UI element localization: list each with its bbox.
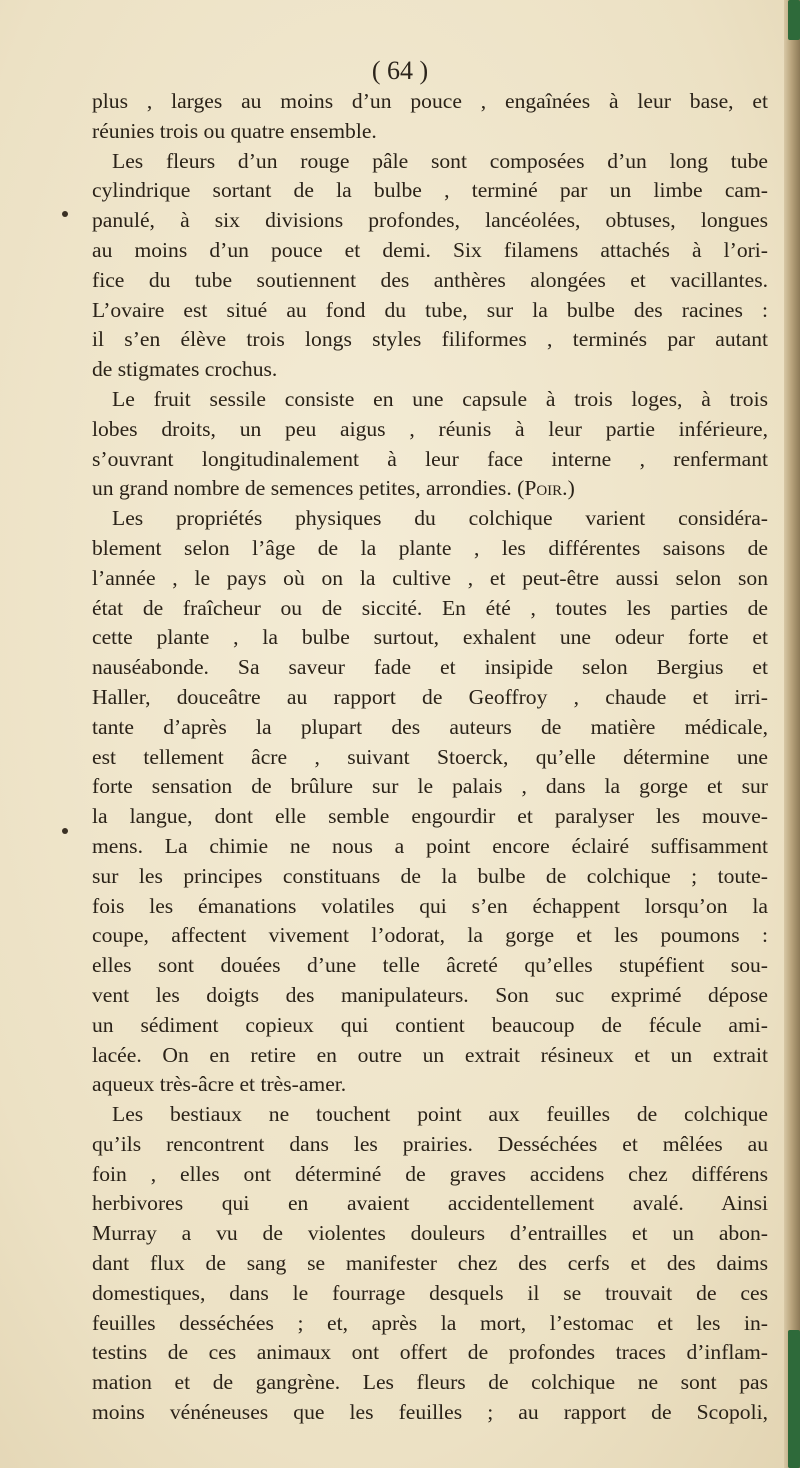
text-line: au moins d’un pouce et demi. Six filamens attachés à l’ori- — [92, 237, 768, 262]
text-line: mens. La chimie ne nous a point encore éclairé suffisamment — [92, 833, 768, 858]
text-line: testins de ces animaux ont offert de profondes traces d’inflam- — [92, 1340, 768, 1365]
paragraph — [92, 87, 768, 147]
text-line: qu’ils rencontrent dans les prairies. Desséchées et mêlées au — [92, 1131, 768, 1156]
paragraph — [92, 147, 768, 385]
paragraph — [92, 1100, 768, 1428]
text-line: elles sont douées d’une telle âcreté qu’elles stupéfient sou- — [92, 953, 768, 978]
text-line: foin , elles ont déterminé de graves accidens chez différens — [92, 1161, 768, 1186]
text-line: Les bestiaux ne touchent point aux feuilles de colchique — [112, 1102, 768, 1127]
text-line: un sédiment copieux qui contient beaucoup de fécule ami- — [92, 1012, 768, 1037]
ink-spot — [62, 211, 68, 217]
text-line: lobes droits, un peu aigus , réunis à leur partie inférieure, — [92, 416, 768, 441]
text-line: feuilles desséchées ; et, après la mort, l’estomac et les in- — [92, 1310, 768, 1335]
paragraph — [92, 504, 768, 1100]
text-line: Les fleurs d’un rouge pâle sont composées d’un long tube — [112, 148, 768, 173]
page-number: ( 64 ) — [371, 56, 429, 85]
text-line: nauséabonde. Sa saveur fade et insipide selon Bergius et — [92, 655, 768, 680]
text-line: dant flux de sang se manifester chez des cerfs et des daims — [92, 1251, 768, 1276]
text-line: Murray a vu de violentes douleurs d’entrailles et un abon- — [92, 1221, 768, 1246]
text-line: lacée. On en retire en outre un extrait résineux et un extrait — [92, 1042, 768, 1067]
text-line: panulé, à six divisions profondes, lancéolées, obtuses, longues — [92, 208, 768, 233]
text-line: tante d’après la plupart des auteurs de matière médicale, — [92, 714, 768, 739]
text-line: forte sensation de brûlure sur le palais , dans la gorge et sur — [92, 774, 768, 799]
text-line: domestiques, dans le fourrage desquels il se trouvait de ces — [92, 1280, 768, 1305]
text-line: fice du tube soutiennent des anthères alongées et vacillantes. — [92, 267, 768, 292]
text-line: coupe, affectent vivement l’odorat, la gorge et les poumons : — [92, 923, 768, 948]
text-line: un grand nombre de semences petites, arrondies. (Poir.) — [92, 476, 575, 501]
text-line: aqueux très-âcre et très-amer. — [92, 1072, 347, 1097]
page-edge — [784, 0, 800, 1468]
text-line: vent les doigts des manipulateurs. Son suc exprimé dépose — [92, 982, 768, 1007]
text-line: il s’en élève trois longs styles filiformes , terminés par autant — [92, 327, 768, 352]
text-line: s’ouvrant longitudinalement à leur face interne , renfermant — [92, 446, 768, 471]
text-line: Le fruit sessile consiste en une capsule à trois loges, à trois — [112, 386, 768, 411]
text-line: cylindrique sortant de la bulbe , terminé par un limbe cam- — [92, 178, 768, 203]
text-line: cette plante , la bulbe surtout, exhalent une odeur forte et — [92, 625, 768, 650]
paragraph — [92, 385, 768, 504]
text-line: herbivores qui en avaient accidentellement avalé. Ainsi — [92, 1191, 768, 1216]
body-text — [92, 87, 768, 1428]
text-line: sur les principes constituans de la bulbe de colchique ; toute- — [92, 863, 768, 888]
text-line: est tellement âcre , suivant Stoerck, qu’elle détermine une — [92, 744, 768, 769]
text-line: état de fraîcheur ou de siccité. En été , toutes les parties de — [92, 595, 768, 620]
edge-tab-mark — [788, 1330, 800, 1468]
text-line: L’ovaire est situé au fond du tube, sur la bulbe des racines : — [92, 297, 768, 322]
text-line: de stigmates crochus. — [92, 357, 278, 382]
text-line: Haller, douceâtre au rapport de Geoffroy , chaude et irri- — [92, 684, 768, 709]
text-line: mation et de gangrène. Les fleurs de colchique ne sont pas — [92, 1370, 768, 1395]
text-line: moins vénéneuses que les feuilles ; au rapport de Scopoli, — [92, 1400, 768, 1425]
text-line: fois les émanations volatiles qui s’en échappent lorsqu’on la — [92, 893, 768, 918]
ink-spot — [62, 828, 68, 834]
text-line: l’année , le pays où on la cultive , et peut-être aussi selon son — [92, 565, 768, 590]
text-line: la langue, dont elle semble engourdir et paralyser les mouve- — [92, 804, 768, 829]
text-line: blement selon l’âge de la plante , les différentes saisons de — [92, 535, 768, 560]
text-line: Les propriétés physiques du colchique varient considéra- — [112, 506, 768, 531]
edge-tab-mark — [788, 0, 800, 40]
text-line: plus , larges au moins d’un pouce , engaînées à leur base, et — [92, 89, 768, 113]
text-line: réunies trois ou quatre ensemble. — [92, 118, 377, 143]
author-abbreviation: Poir. — [524, 476, 568, 501]
